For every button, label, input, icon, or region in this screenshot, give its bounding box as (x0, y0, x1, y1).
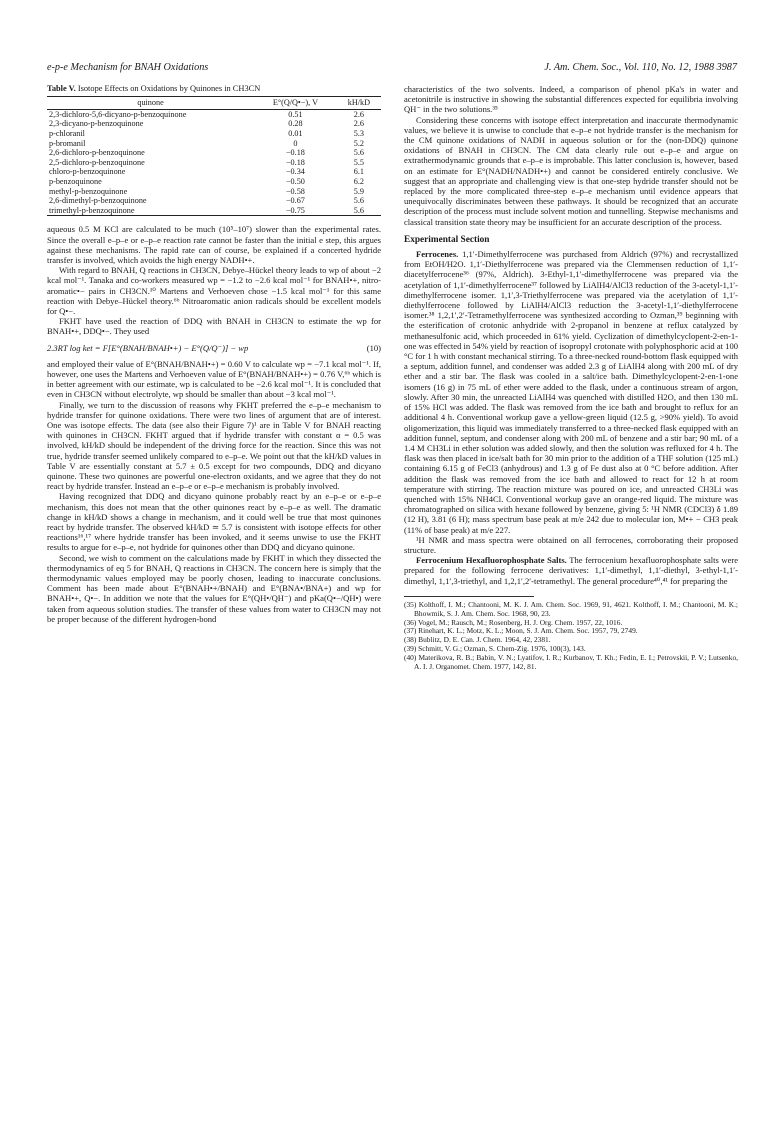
reference-list (404, 601, 738, 672)
table-caption-label: Table V. (47, 84, 76, 93)
table-row (47, 158, 381, 168)
table-cell-quinone: 2,6-dimethyl-p-benzoquinone (49, 196, 147, 206)
table-header-row (47, 97, 381, 110)
references-rule (404, 596, 534, 597)
salts-text: The ferrocenium hexafluorophosphate salts were prepared for the following ferrocene derivatives: 1,1′-dimethyl, 1,1′-diethyl, 3-ethyl-1,1′-dimethyl, 1,1′,3-triethyl, and 1,2,1′,2′-tetramethyl. The general procedure⁴⁰,⁴¹ for preparing the (404, 555, 738, 586)
table-cell-quinone: 2,5-dichloro-p-benzoquinone (49, 157, 145, 167)
ferrocenes-text: 1,1′-Dimethylferrocene was purchased from Aldrich (97%) and recrystallized from EtOH/H2O. 1,1′-Diethylferrocene was prepared via the Clemmensen reduction of 1,1′-diacetylferrocene³⁶ (97%, Aldrich). 3-Ethyl-1,1′-dimethylferrocene was prepared via the acetylation of 1,1′-dimethylferrocene³⁷ followed by LiAlH4/AlCl3 reduction of the 3-acetyl-1,1′-dimethylferrocene isomer. 1,1′,3-Triethylferrocene was prepared via the acetylation of 1,1′-diethylferrocene followed by LiAlH4/AlCl3 reduction the 3-acetyl-1,1′-diethylferrocene isomer.³⁸ 1,2,1′,2′-Tetramethylferrocene was synthesized according to Ozman,³⁹ beginning with the esterification of crotonic anhydride with 2-propanol in benzene at reflux catalyzed by methanesulfonic acid, which proceeded in 61% yield. Cyclization of dimethylcyclopent-2-en-1-one was effected in 54% yield by reaction of isopropyl crotonate with polyphosphoric acid at 100 °C for 1 h with constant mechanical stirring. To a three-necked round-bottom flask equipped with a septum, addition funnel, and condenser was added 2.3 g of LiAlH4 along with 200 mL of dry ether and a stir bar. The flask was cooled in a salt/ice bath. Dimethylcyclopent-2-en-1-one isomers (16 g) in 75 mL of ether were added to the flask, under a continuous stream of argon, slowly. After 30 min, the unreacted LiAlH4 was quenched with distilled H2O, and then 130 mL of 15% HCl was added. The flask was removed from the ice bath and brought to reflux for an additional 4 h. Conventional workup gave a yellow-green liquid (12.5 g, >90% yield). To avoid oligomerization, this liquid was immediately transferred to a three-necked flask equipped with an addition funnel, septum, and condenser along with 200 mL of benzene and a stir bar; 90 mL of a 1.4 M CH3Li in ether solution was added slowly, and then the solution was refluxed for 4 h. The flask was then placed in ice/salt bath for 30 min prior to the addition of a THF solution (125 mL) containing 6.15 g of FeCl3 (anhydrous) and 1.3 g of Fe dust also at 0 °C before addition. After addition the flask was removed from the ice bath and allowed to react for 12 h at room temperature with stirring. The reaction mixture was poured on ice, and unreacted CH3Li was quenched with 15% NH4Cl. Conventional workup gave an orange-red liquid. The mixture was chromatographed on silica with hexane followed by benzene, giving 5: ¹H NMR (CDCl3) δ 1.89 (12 H), 3.81 (6 H); mass spectrum base peak at m/e 242 due to molecular ion, M•+ − CH3 peak (11% of base peak) at m/e 227. (404, 249, 738, 535)
table-cell-kh-kd: 5.9 (353, 186, 364, 196)
table-row (47, 148, 381, 158)
salts-paragraph (404, 555, 738, 586)
section-heading: Experimental Section (404, 234, 490, 245)
equation-text: 2.3RT log ket = F[E°(BNAH/BNAH•+) − E°(Q/Q⁻)] − wp (47, 342, 249, 353)
left-paragraph-5: Finally, we turn to the discussion of reasons why FKHT preferred the e–p–e mechanism to hydride transfer for quinone oxidations. There were two lines of argument that are of interest. One was isotope effects. The data (see also their Figure 7)¹ are in Table V for BNAH reacting with quinones in CH3CN. FKHT argued that if hydride transfer with constant α = 0.5 was involved, kH/kD should be independent of the driving force for the reaction. Since this was not true, hydride transfer seemed unlikely compared to e–p–e. We point out that the kH/kD values in Table V are essentially constant at 5.7 ± 0.5 except for two compounds, DDQ and dicyano quinone. These two quinones are powerful one-electron oxidants, and we agree that they do not react by hydride transfer. Instead an e–p–e or e–p–e mechanism is probably involved. (47, 399, 381, 492)
table-body (47, 109, 381, 216)
left-column (47, 84, 381, 1096)
running-head (47, 62, 737, 76)
table-header-kh-kd: kH/kD (337, 97, 381, 110)
table-header-potential: E°(Q/Q•−), V (254, 97, 337, 110)
left-paragraph-7: Second, we wish to comment on the calculations made by FKHT in which they dissected the thermodynamics of eq 5 for BNAH, Q reactions in CH3CN. The concern here is simply that the thermodynamic values employed may be poorly chosen, leading to inaccurate conclusions. Comment has been made about E°(BNAH•+/BNAH) and E°(BNA•/BNA+) and wp for BNAH•+, Q•−. In addition we note that the values for E°(QH•/QH⁻) and pKa(Q•−/QH•) were taken from aqueous solution studies. The transfer of these values from water to CH3CN may not be proper because of the different hydrogen-bond (47, 552, 381, 624)
table-cell-quinone: methyl-p-benzoquinone (49, 186, 128, 196)
table-cell-kh-kd: 5.6 (353, 148, 364, 158)
table-cell-quinone: p-bromanil (49, 138, 86, 148)
isotope-effects-table (47, 96, 381, 216)
table-cell-kh-kd: 5.6 (337, 206, 381, 216)
table-cell-potential: −0.34 (285, 167, 305, 177)
table-cell-potential: 0.51 (288, 109, 303, 119)
table-cell-potential: −0.18 (285, 148, 305, 158)
left-paragraph-3: FKHT have used the reaction of DDQ with BNAH in CH3CN to estimate the wp for BNAH•+, DDQ•−. They used (47, 316, 381, 337)
table-cell-potential: −0.67 (285, 196, 305, 206)
running-head-journal: J. Am. Chem. Soc., Vol. 110, No. 12, 1988 3987 (544, 62, 737, 73)
table-caption (47, 84, 381, 94)
table-cell-quinone: 2,3-dicyano-p-benzoquinone (49, 119, 144, 129)
table-cell-kh-kd: 6.1 (353, 167, 364, 177)
table-row (47, 196, 381, 206)
table-row (47, 167, 381, 177)
reference-item: (40) Materikova, R. B.; Babin, V. N.; Lyatifov, I. R.; Kurbanov, T. Kh.; Fedin, E. I.; Petrovskii, P. V.; Lutsenko, A. I. J. Organomet. Chem. 1977, 142, 81. (404, 653, 738, 672)
table-row (47, 109, 381, 119)
table-cell-potential: 0.01 (288, 128, 303, 138)
table-caption-text: Isotope Effects on Oxidations by Quinones in CH3CN (77, 84, 261, 93)
table-cell-kh-kd: 5.6 (353, 196, 364, 206)
table-row (47, 177, 381, 187)
table-header-quinone: quinone (47, 97, 254, 110)
ferrocenes-paragraph (404, 249, 738, 535)
table-cell-potential: −0.75 (254, 206, 337, 216)
right-paragraph-2: Considering these concerns with isotope effect interpretation and inaccurate thermodynamic values, we believe it is unwise to conclude that e–p–e not hydride transfer is the mechanism for the CM quinone oxidations of NADH in aqueous solution or for the (non-DDQ) quinone oxidations of BNAH in CH3CN. The CM data clearly rule out e–p–e and argue on extrathermodynamic grounds that e–p–e is improbable. This latter conclusion is, however, based on an estimate for E°(NADH/NADH•+) and cannot be considered entirely conclusive. We suggest that an appropriate and challenging view is that one-step hydride transfer should not be replaced by the more complicated three-step e–p–e mechanism until evidence appears that unequivocally discriminates between these pathways. It should be recognized that an accurate description of the process must include solvent motion and tunnelling. Stepwise mechanisms and classical transition state theory may be insufficient for an accurate description of the process. (404, 114, 738, 227)
table-cell-potential: 0.28 (288, 119, 303, 129)
equation-number: (10) (366, 342, 381, 353)
nmr-note: ¹H NMR and mass spectra were obtained on all ferrocenes, corroborating their proposed structure. (404, 534, 738, 555)
left-paragraph-6: Having recognized that DDQ and dicyano quinone probably react by an e–p–e or e–p–e mechanism, this does not mean that the other quinones react by e–p–e as well. The dramatic change in kH/kD shows a change in mechanism, and it could well be true that most quinones react by hydride transfer. The observed kH/kD ≃ 5.7 is consistent with isotope effects for other reactions¹⁶,¹⁷ where hydride transfer has been invoked, and it seems unwise to use the FKHT results to argue for e–p–e, not hydride for quinones other than DDQ and dicyano quinone. (47, 491, 381, 553)
equation-10 (47, 343, 381, 353)
table-cell-potential: −0.18 (285, 157, 305, 167)
table-row (47, 119, 381, 129)
ferrocenes-lead: Ferrocenes. (416, 249, 459, 260)
table-cell-quinone: 2,6-dichloro-p-benzoquinone (49, 148, 145, 158)
table-row (47, 187, 381, 197)
table-cell-quinone: p-chloranil (49, 128, 85, 138)
table-cell-potential: −0.58 (285, 186, 305, 196)
reference-item: (35) Kolthoff, I. M.; Chantooni, M. K. J. Am. Chem. Soc. 1969, 91, 4621. Kolthoff, I. M.; Chantooni, M. K.; Bhowmik, S. J. Am. Chem. Soc. 1968, 90, 23. (404, 599, 738, 618)
table-cell-quinone: chloro-p-benzoquinone (49, 167, 126, 177)
right-column (404, 84, 738, 1096)
salts-lead: Ferrocenium Hexafluorophosphate Salts. (416, 555, 567, 566)
reference-item: (37) Rinehart, K. L.; Motz, K. L.; Moon, S. J. Am. Chem. Soc. 1957, 79, 2749. (404, 626, 638, 636)
table-cell-kh-kd: 2.6 (353, 119, 364, 129)
table-cell-potential: −0.50 (285, 176, 305, 186)
running-head-title: e-p-e Mechanism for BNAH Oxidations (47, 62, 209, 73)
left-paragraph-2: With regard to BNAH, Q reactions in CH3CN, Debye–Hückel theory leads to wp of about −2 kcal mol⁻¹. Tanaka and co-workers measured wp = −1.2 to −2.6 kcal mol⁻¹ for BNAH•+, nitro-aromatic•− pairs in CH3CN.¹⁰ Martens and Verhoeven chose −1.5 kcal mol⁻¹ for this same reaction with Debye–Hückel theory.⁶ᵇ Nitroaromatic anion radicals should be excellent models for Q•−. (47, 265, 381, 316)
table-cell-potential: 0 (293, 138, 298, 148)
reference-item: (38) Bublitz, D. E. Can. J. Chem. 1964, 42, 2381. (404, 635, 551, 645)
right-paragraph-1: characteristics of the two solvents. Indeed, a comparison of phenol pKa's in water and acetonitrile is instructive in showing the substantial differences expected for equilibria involving QH⁻ in the two solutions.³⁵ (404, 84, 738, 115)
table-cell-kh-kd: 5.3 (353, 128, 364, 138)
table-row (47, 139, 381, 149)
table-row (47, 129, 381, 139)
reference-item: (39) Schmitt, V. G.; Ozman, S. Chem-Zig. 1976, 100(3), 143. (404, 644, 586, 654)
table-row (47, 206, 381, 216)
reference-item: (36) Vogel, M.; Rausch, M.; Rosenberg, H. J. Org. Chem. 1957, 22, 1016. (404, 617, 623, 627)
left-paragraph-1: aqueous 0.5 M KCl are calculated to be much (10⁵–10⁷) slower than the experimental rates. Since the overall e–p–e or e–p–e reaction rate cannot be faster than the initial e step, this argues against these mechanisms. The rapid rate can of course, be explained if a concerted hydride transfer is involved, which avoids the high energy NADH•+. (47, 224, 381, 265)
table-cell-quinone: trimethyl-p-benzoquinone (47, 206, 254, 216)
table-cell-kh-kd: 6.2 (353, 176, 364, 186)
table-cell-kh-kd: 5.2 (353, 138, 364, 148)
table-cell-kh-kd: 2.6 (353, 109, 364, 119)
table-cell-quinone: 2,3-dichloro-5,6-dicyano-p-benzoquinone (49, 109, 187, 119)
table-cell-quinone: p-benzoquinone (49, 176, 102, 186)
left-paragraph-4: and employed their value of E°(BNAH/BNAH•+) = 0.60 V to calculate wp = −7.1 kcal mol⁻¹. If, however, one uses the Martens and Verhoeven value of E°(BNAH/BNAH•+) = 0.76 V,⁶ᵇ which is in better agreement with our estimate, wp is calculated to be −2.6 kcal mol⁻¹. It is concluded that even in CH3CN without electrolyte, wp should be smaller than about −3 kcal mol⁻¹. (47, 358, 381, 400)
table-cell-kh-kd: 5.5 (353, 157, 364, 167)
